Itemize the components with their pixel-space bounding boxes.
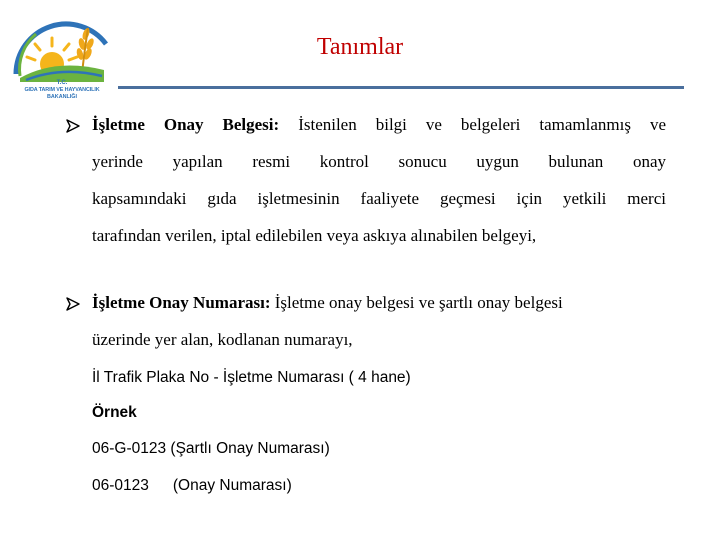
arrow-bullet-icon xyxy=(66,297,80,311)
definition-line: yerinde yapılan resmi kontrol sonucu uygun bulunan onay xyxy=(92,152,666,171)
example-conditional xyxy=(92,440,330,458)
example-code: 06-G-0123 xyxy=(92,440,167,457)
definition-line: tarafından verilen, iptal edilebilen veya askıya alınabilen belgeyi, xyxy=(92,226,537,245)
arrow-bullet-icon xyxy=(66,119,80,133)
format-line: İl Trafik Plaka No - İşletme Numarası ( 4 hane) xyxy=(92,369,411,386)
definition-line: kapsamındaki gıda işletmesinin faaliyete geçmesi için yetkili merci xyxy=(92,189,666,208)
definition-line: İşletme Onay Numarası: İşletme onay belgesi ve şartlı onay belgesi xyxy=(92,293,563,312)
page-title: Tanımlar xyxy=(316,34,404,60)
definition-term: İşletme Onay Numarası: xyxy=(92,293,271,312)
example-label: (Onay Numarası) xyxy=(172,477,292,494)
definition-line: İşletme Onay Belgesi: İstenilen bilgi ve belgeleri tamamlanmış ve xyxy=(92,115,667,134)
logo-tc-text: T.C. xyxy=(56,80,68,86)
logo-ministry-suffix: BAKANLIĞI xyxy=(47,94,77,100)
definition-term: İşletme Onay Belgesi: xyxy=(92,115,280,134)
title-divider xyxy=(118,86,684,89)
example-approval xyxy=(92,477,292,495)
definition-line: üzerinde yer alan, kodlanan numarayı, xyxy=(92,330,353,349)
example-label: (Şartlı Onay Numarası) xyxy=(170,440,330,457)
example-heading: Örnek xyxy=(92,404,137,421)
example-code: 06-0123 xyxy=(92,477,149,494)
logo-ministry-name: GIDA TARIM VE HAYVANCILIK xyxy=(24,87,100,93)
